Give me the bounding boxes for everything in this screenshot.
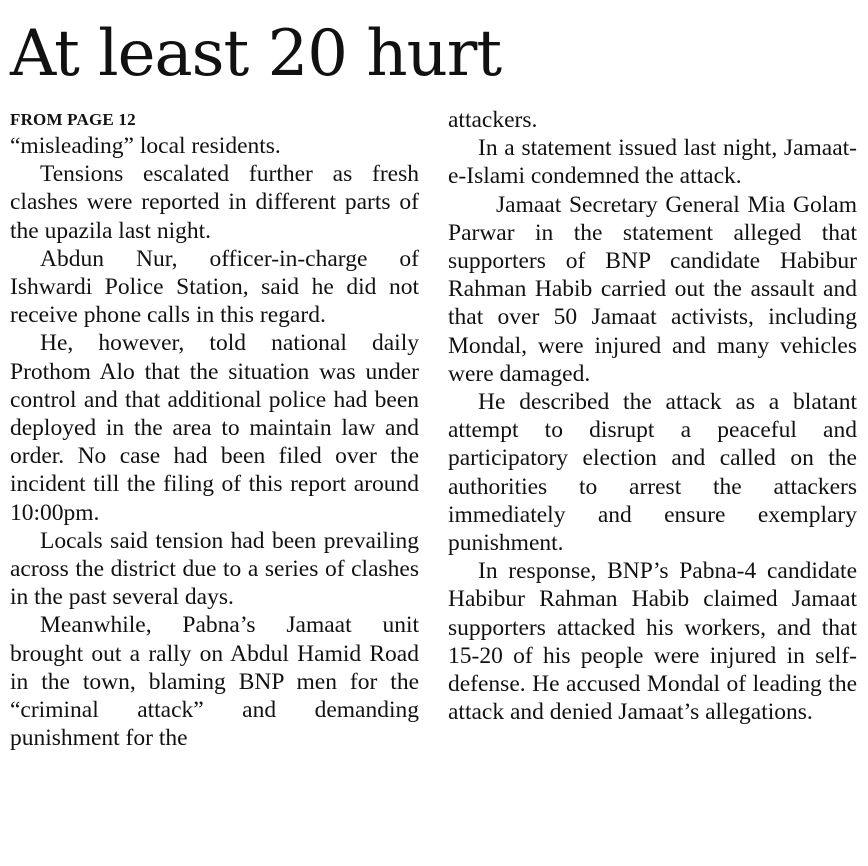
paragraph: He described the attack as a blatant attempt to disrupt a peaceful and participatory election and called on the authorities to arrest the attackers immediately and ensure exemplary punishment.: [448, 389, 857, 557]
paragraph: “misleading” local residents.: [10, 133, 281, 159]
paragraph: He, however, told national daily Prothom Alo that the situation was under control and that additional police had been deployed in the area to maintain law and order. No case had been filed over the incident till the filing of this report around 10:00pm.: [10, 330, 419, 526]
paragraph: Tensions escalated further as fresh clashes were reported in different parts of the upazila last night.: [10, 161, 419, 244]
paragraph: Locals said tension had been prevailing across the district due to a series of clashes in the past several days.: [10, 527, 419, 611]
paragraph: In response, BNP’s Pabna-4 candidate Habibur Rahman Habib claimed Jamaat supporters attacked his workers, and that 15-20 of his people were injured in self-defense. He accused Mondal of leading the attack and denied Jamaat’s allegations.: [448, 558, 857, 726]
jump-label: FROM PAGE 12: [10, 110, 136, 129]
paragraph: In a statement issued last night, Jamaat-e-Islami condemned the attack.: [448, 135, 857, 190]
paragraph: attackers.: [448, 107, 538, 133]
paragraph: Abdun Nur, officer-in-charge of Ishwardi Police Station, said he did not receive phone calls in this regard.: [10, 245, 419, 329]
paragraph: Jamaat Secretary General Mia Golam Parwar in the statement alleged that supporters of BNP candidate Habibur Rahman Habib carried out the assault and that over 50 Jamaat activists, including Mondal, were injured and many vehicles were damaged.: [448, 191, 857, 387]
article-column-right: [448, 106, 857, 726]
paragraph: Meanwhile, Pabna’s Jamaat unit brought out a rally on Abdul Hamid Road in the town, blaming BNP men for the “criminal attack” and demanding punishment for the: [10, 612, 419, 752]
headline: At least 20 hurt: [10, 17, 502, 91]
article-column-left: [10, 106, 419, 752]
